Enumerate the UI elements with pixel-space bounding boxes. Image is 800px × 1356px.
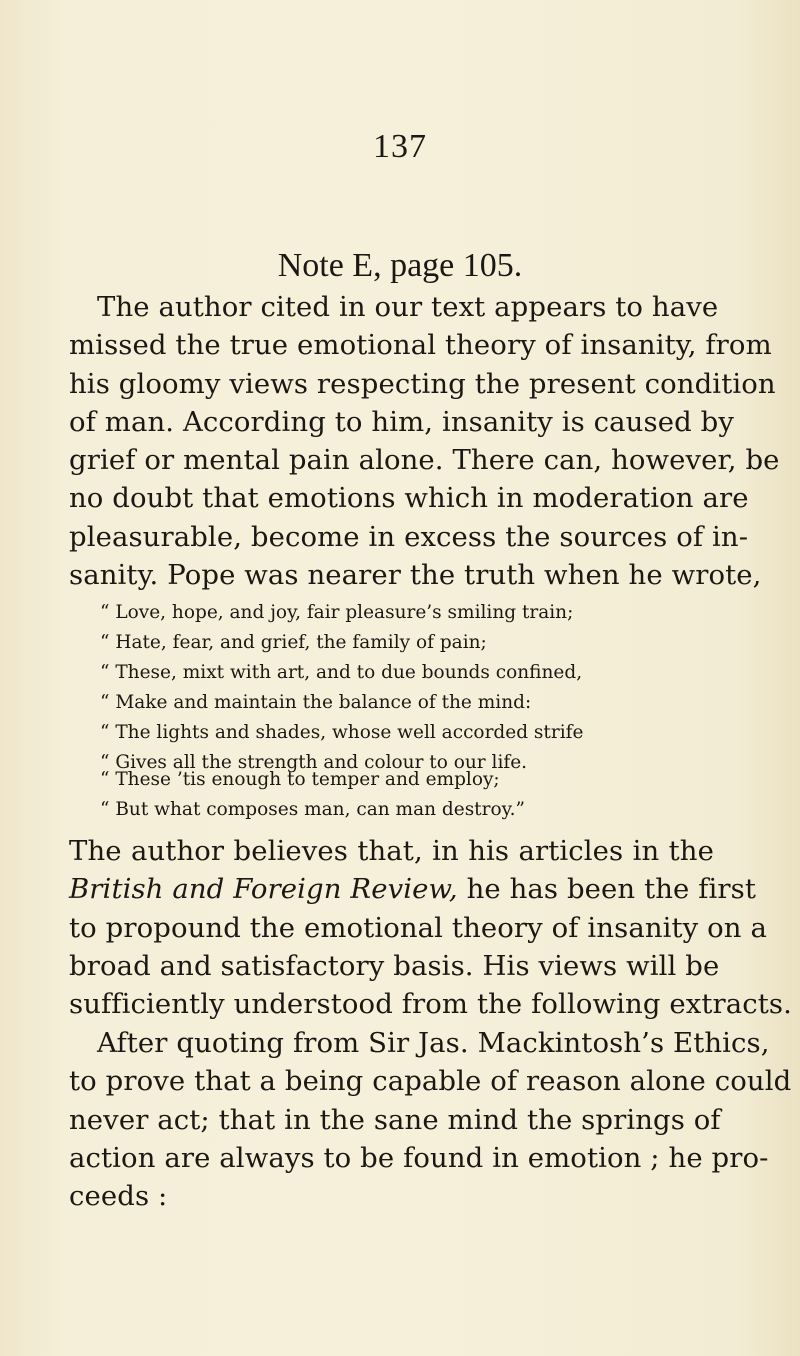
poem-stanza-1	[100, 598, 700, 778]
paragraph-intro	[69, 288, 780, 594]
text-line: never act; that in the sane mind the springs of	[69, 1103, 721, 1136]
note-heading: Note E, page 105.	[277, 247, 523, 284]
text-fragment: he has been the first	[457, 873, 757, 906]
text-line: sufficiently understood from the following extracts.	[69, 988, 792, 1021]
poem-line: “ These ’tis enough to temper and employ;	[100, 769, 500, 790]
paragraph-author-claim	[69, 832, 792, 1023]
text-line: sanity. Pope was nearer the truth when he wrote,	[69, 559, 762, 592]
poem-stanza-2	[100, 765, 700, 825]
text-line: The author believes that, in his articles in the	[69, 835, 714, 867]
text-line: no doubt that emotions which in moderation are	[69, 482, 749, 515]
text-line: of man. According to him, insanity is caused by	[69, 405, 734, 438]
text-line: missed the true emotional theory of insanity, from	[69, 329, 772, 362]
poem-line: “ But what composes man, can man destroy.”	[100, 799, 525, 820]
text-line: broad and satisfactory basis. His views will be	[69, 949, 720, 982]
text-line: pleasurable, become in excess the sources of in-	[69, 520, 749, 553]
text-line: After quoting from Sir Jas. Mackintosh’s Ethics,	[97, 1027, 770, 1059]
review-title: British and Foreign Review,	[69, 873, 458, 906]
text-line: to propound the emotional theory of insanity on a	[69, 911, 767, 944]
poem-line: “ These, mixt with art, and to due bounds confined,	[100, 662, 583, 683]
text-line: The author cited in our text appears to have	[97, 291, 719, 323]
poem-line: “ Make and maintain the balance of the mind:	[100, 692, 532, 713]
paragraph-mackintosh	[69, 1024, 792, 1215]
text-line: action are always to be found in emotion ; he pro-	[69, 1141, 769, 1174]
page-number: 137	[373, 128, 427, 165]
text-line: to prove that a being capable of reason alone could	[69, 1065, 792, 1098]
text-line: grief or mental pain alone. There can, however, be	[69, 444, 780, 477]
poem-line: “ The lights and shades, whose well accorded strife	[100, 722, 584, 743]
text-line: his gloomy views respecting the present condition	[69, 367, 776, 400]
text-line	[69, 870, 757, 908]
poem-line: “ Gives all the strength and colour to our life.	[100, 752, 528, 773]
poem-line: “ Hate, fear, and grief, the family of pain;	[100, 632, 487, 653]
poem-line: “ Love, hope, and joy, fair pleasure’s smiling train;	[100, 602, 574, 623]
text-line: ceeds :	[69, 1180, 168, 1213]
